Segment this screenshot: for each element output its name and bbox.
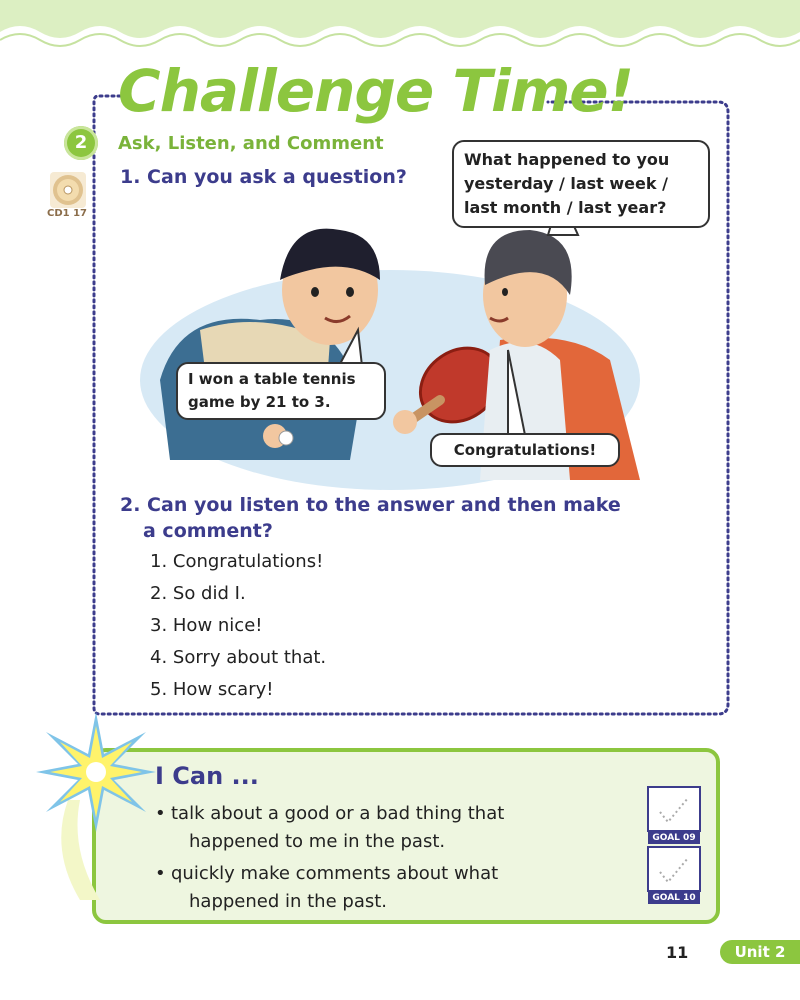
- page-title: Challenge Time!: [118, 57, 634, 125]
- section-number-badge: 2: [64, 126, 98, 160]
- audio-track[interactable]: [44, 172, 90, 222]
- unit-tab: Unit 2: [720, 940, 800, 964]
- i-can-list: [155, 800, 625, 920]
- i-can-item-line-2: happened to me in the past.: [189, 831, 446, 852]
- page-number: 11: [666, 943, 689, 962]
- list-item: 2. So did I.: [150, 583, 246, 604]
- audio-track-label: CD1 17: [47, 208, 87, 219]
- checkmark-icon: [646, 846, 702, 892]
- question-1: 1. Can you ask a question?: [120, 166, 407, 188]
- bubble-line: I won a table tennis: [188, 370, 356, 388]
- list-item: [155, 800, 625, 856]
- goal-label: GOAL 09: [648, 832, 700, 844]
- list-item: 1. Congratulations!: [150, 551, 324, 572]
- list-item: 4. Sorry about that.: [150, 647, 327, 668]
- starburst-icon: [36, 712, 156, 832]
- section-title: Ask, Listen, and Comment: [118, 133, 384, 154]
- bubble-line: What happened to you: [464, 150, 670, 169]
- answer-speech-bubble: [176, 362, 386, 420]
- answer-list: [150, 546, 326, 706]
- list-item: 5. How scary!: [150, 679, 274, 700]
- goal-label: GOAL 10: [648, 892, 700, 904]
- i-can-item-line-1: talk about a good or a bad thing that: [171, 803, 505, 824]
- list-item: [155, 860, 625, 916]
- top-wave-decoration: [0, 0, 800, 60]
- list-item: 3. How nice!: [150, 615, 263, 636]
- i-can-title: I Can ...: [155, 762, 259, 790]
- goal-checkbox[interactable]: [646, 846, 702, 904]
- question-2: [120, 492, 680, 544]
- question-speech-bubble: [452, 140, 710, 228]
- checkmark-icon: [646, 786, 702, 832]
- question-2-line-2: a comment?: [143, 520, 273, 542]
- i-can-item-line-1: quickly make comments about what: [171, 863, 499, 884]
- comment-speech-bubble: Congratulations!: [430, 433, 620, 467]
- bubble-line: yesterday / last week /: [464, 174, 668, 193]
- bullet-icon: •: [155, 863, 166, 884]
- bubble-line: game by 21 to 3.: [188, 393, 331, 411]
- goal-checkbox[interactable]: [646, 786, 702, 844]
- question-2-line-1: 2. Can you listen to the answer and then make: [120, 494, 621, 516]
- cd-icon: [50, 172, 86, 208]
- i-can-item-line-2: happened in the past.: [189, 891, 387, 912]
- bullet-icon: •: [155, 803, 166, 824]
- bubble-line: last month / last year?: [464, 198, 667, 217]
